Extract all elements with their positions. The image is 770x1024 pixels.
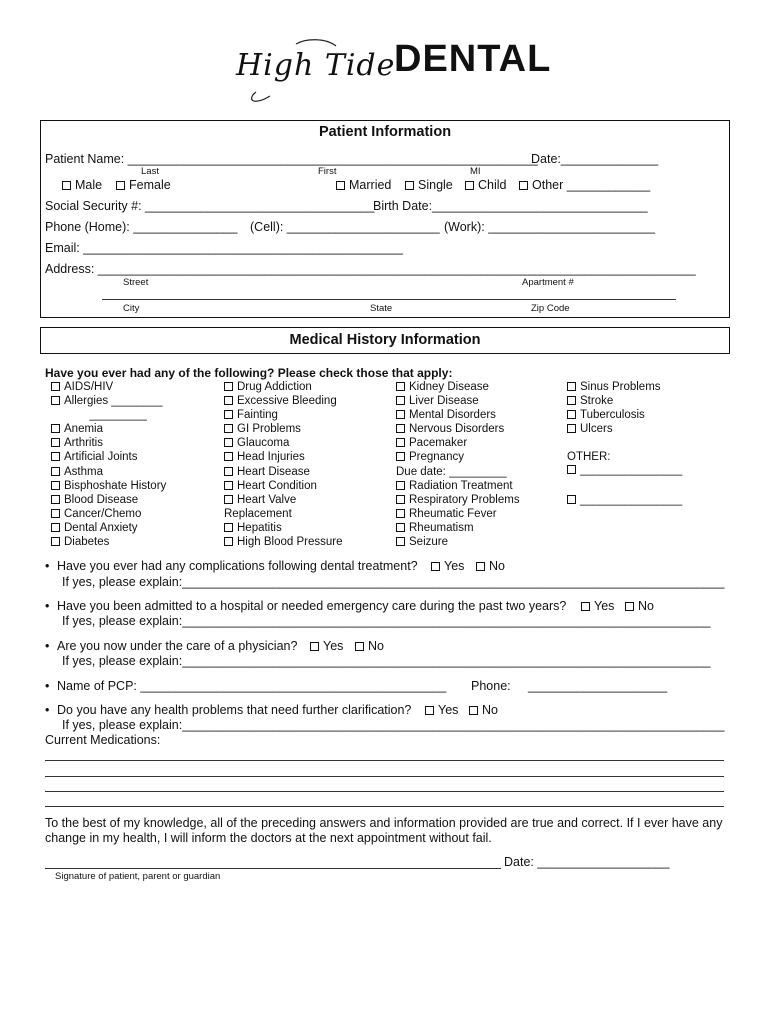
bullet-icon: • xyxy=(45,703,50,717)
checkbox-icon[interactable] xyxy=(405,181,414,190)
other-field-1[interactable]: ________________ xyxy=(567,464,682,476)
condition-label: Bisphoshate History xyxy=(64,479,167,492)
q3-yes[interactable]: Yes xyxy=(310,639,343,653)
condition-label: AIDS/HIV xyxy=(64,381,114,393)
condition-item[interactable] xyxy=(51,479,166,493)
condition-label: Diabetes xyxy=(64,536,110,549)
medications-line-1[interactable] xyxy=(45,760,724,761)
q1-no[interactable]: No xyxy=(476,559,505,573)
checkbox-icon[interactable] xyxy=(51,467,60,476)
condition-label: Stroke xyxy=(580,395,614,408)
pcp-name-field[interactable]: • Name of PCP: ____________________________________________ xyxy=(45,679,447,693)
q3-no[interactable]: No xyxy=(355,639,384,653)
condition-label: Artificial Joints xyxy=(64,451,138,464)
logo xyxy=(236,36,552,106)
other-field-2[interactable]: ________________ xyxy=(567,494,682,506)
checkbox-icon[interactable] xyxy=(519,181,528,190)
email-field[interactable]: Email: ______________________________________________ xyxy=(45,241,403,255)
condition-label: Kidney Disease xyxy=(409,381,489,393)
condition-label: Heart Valve xyxy=(237,493,297,506)
birth-date-field[interactable]: Birth Date:_______________________________ xyxy=(373,199,648,213)
condition-item[interactable] xyxy=(224,394,342,408)
q2-explain-field[interactable]: If yes, please explain:____________________________________________________________________________ xyxy=(62,614,711,628)
pcp-phone-label: Phone: xyxy=(471,679,511,693)
condition-item[interactable] xyxy=(51,493,166,507)
patient-info-title: Patient Information xyxy=(318,124,452,140)
status-other[interactable]: Other ____________ xyxy=(519,178,650,192)
checkbox-icon[interactable] xyxy=(51,481,60,490)
condition-label: Liver Disease xyxy=(409,395,479,408)
condition-item[interactable] xyxy=(396,493,520,507)
condition-label: Dental Anxiety xyxy=(64,521,138,534)
condition-label: Mental Disorders xyxy=(409,409,496,422)
condition-label: Asthma xyxy=(64,465,103,478)
condition-label: Heart Condition xyxy=(237,479,317,492)
condition-label: Hepatitis xyxy=(237,521,282,534)
condition-item[interactable] xyxy=(567,380,661,394)
checkbox-icon[interactable] xyxy=(396,424,405,433)
condition-label: Head Injuries xyxy=(237,451,305,464)
medical-history-title: Medical History Information xyxy=(289,332,481,348)
question-hospital: • Have you been admitted to a hospital or needed emergency care during the past two years? xyxy=(45,599,567,613)
other-label: OTHER: xyxy=(567,451,611,463)
checkbox-icon[interactable] xyxy=(396,523,405,532)
checkbox-icon[interactable] xyxy=(224,424,233,433)
checkbox-icon[interactable] xyxy=(224,438,233,447)
condition-item[interactable] xyxy=(51,380,166,394)
condition-label: Tuberculosis xyxy=(580,409,645,422)
condition-item[interactable] xyxy=(224,521,342,535)
condition-label: Pacemaker xyxy=(409,437,468,450)
signature-line[interactable] xyxy=(45,868,501,869)
checkbox-icon[interactable] xyxy=(51,509,60,518)
condition-item[interactable] xyxy=(396,535,520,549)
conditions-col-4 xyxy=(567,380,661,436)
sub-label-apartment: Apartment # xyxy=(522,277,574,288)
condition-item[interactable] xyxy=(224,408,342,422)
condition-item[interactable] xyxy=(396,479,520,493)
condition-item xyxy=(51,408,166,422)
question-health-problems: • Do you have any health problems that need further clarification? xyxy=(45,703,412,717)
condition-item[interactable] xyxy=(51,507,166,521)
sub-label-zip: Zip Code xyxy=(531,303,570,314)
phone-work-field[interactable]: (Work): ________________________ xyxy=(444,220,656,234)
checkbox-icon[interactable] xyxy=(567,424,576,433)
checkbox-icon[interactable] xyxy=(224,537,233,546)
date-field[interactable]: Date:______________ xyxy=(531,152,659,166)
checkbox-icon[interactable] xyxy=(224,523,233,532)
phone-cell-field[interactable]: (Cell): ______________________ xyxy=(250,220,440,234)
checkbox-icon[interactable] xyxy=(396,410,405,419)
condition-label: Drug Addiction xyxy=(237,381,312,393)
condition-label: Radiation Treatment xyxy=(409,479,513,492)
checkbox-icon[interactable] xyxy=(51,523,60,532)
condition-item[interactable] xyxy=(224,422,342,436)
status-married[interactable]: Married xyxy=(336,178,391,192)
checkbox-icon[interactable] xyxy=(224,481,233,490)
condition-label: Replacement xyxy=(224,507,292,520)
checkbox-icon[interactable] xyxy=(431,562,440,571)
address-line-2[interactable] xyxy=(102,299,676,300)
q3-explain-field[interactable]: If yes, please explain:____________________________________________________________________________ xyxy=(62,654,711,668)
condition-item[interactable] xyxy=(396,507,520,521)
gender-female[interactable]: Female xyxy=(116,178,171,192)
patient-info-section xyxy=(40,120,730,318)
conditions-col-3 xyxy=(396,380,520,549)
checkbox-icon[interactable] xyxy=(567,410,576,419)
pcp-phone-field[interactable]: ____________________ xyxy=(528,679,668,693)
sub-label-state: State xyxy=(370,303,393,314)
condition-label: Due date: _________ xyxy=(396,465,507,478)
checkbox-icon[interactable] xyxy=(62,181,71,190)
checkbox-icon[interactable] xyxy=(224,382,233,391)
condition-label: Ulcers xyxy=(580,423,613,436)
condition-item[interactable] xyxy=(224,493,342,507)
sub-label-city: City xyxy=(123,303,140,314)
bullet-icon: • xyxy=(45,639,50,653)
condition-item[interactable] xyxy=(396,436,520,450)
condition-label: Pregnancy xyxy=(409,451,464,464)
checkbox-icon[interactable] xyxy=(396,382,405,391)
checkbox-icon[interactable] xyxy=(51,495,60,504)
condition-label: Excessive Bleeding xyxy=(237,395,337,408)
checkbox-icon[interactable] xyxy=(476,562,485,571)
checkbox-icon[interactable] xyxy=(51,382,60,391)
conditions-col-1 xyxy=(51,380,166,549)
question-physician: • Are you now under the care of a physician? xyxy=(45,639,298,653)
condition-label: Cancer/Chemo xyxy=(64,507,142,520)
attestation-statement: To the best of my knowledge, all of the preceding answers and information provided are true and correct. If I ever have any change in my health, I will inform the doctors at the next appointment without fail. xyxy=(45,816,723,845)
checkbox-icon[interactable] xyxy=(396,452,405,461)
condition-item[interactable] xyxy=(567,422,661,436)
gender-male[interactable]: Male xyxy=(62,178,102,192)
checkbox-icon[interactable] xyxy=(567,465,576,474)
logo-dental: DENTAL xyxy=(394,38,552,80)
condition-label: Blood Disease xyxy=(64,493,139,506)
checkbox-icon[interactable] xyxy=(425,706,434,715)
condition-item[interactable] xyxy=(224,535,342,549)
condition-item[interactable] xyxy=(51,450,166,464)
checkbox-icon[interactable] xyxy=(567,396,576,405)
checkbox-icon[interactable] xyxy=(51,452,60,461)
q4-explain-field[interactable]: If yes, please explain:______________________________________________________________________________ xyxy=(62,718,725,732)
checkbox-icon[interactable] xyxy=(396,495,405,504)
checkbox-icon[interactable] xyxy=(224,467,233,476)
condition-item[interactable] xyxy=(224,465,342,479)
checkbox-icon[interactable] xyxy=(51,537,60,546)
condition-label: _________ xyxy=(51,409,147,422)
checkbox-icon[interactable] xyxy=(625,602,634,611)
condition-label: Allergies ________ xyxy=(64,395,163,408)
checkbox-icon[interactable] xyxy=(51,396,60,405)
phone-home-field[interactable]: Phone (Home): _______________ xyxy=(45,220,238,234)
condition-label: Respiratory Problems xyxy=(409,493,520,506)
q2-no[interactable]: No xyxy=(625,599,654,613)
sub-label-mi: MI xyxy=(470,166,481,177)
medical-question: Have you ever had any of the following? Please check those that apply: xyxy=(45,366,453,380)
medications-line-3[interactable] xyxy=(45,791,724,792)
condition-item[interactable] xyxy=(224,380,342,394)
condition-item[interactable] xyxy=(396,380,520,394)
condition-item[interactable] xyxy=(396,408,520,422)
condition-item[interactable] xyxy=(51,465,166,479)
condition-item[interactable] xyxy=(396,394,520,408)
checkbox-icon[interactable] xyxy=(469,706,478,715)
checkbox-icon[interactable] xyxy=(396,481,405,490)
condition-label: Glaucoma xyxy=(237,437,290,450)
checkbox-icon[interactable] xyxy=(224,410,233,419)
status-single[interactable]: Single xyxy=(405,178,453,192)
checkbox-icon[interactable] xyxy=(465,181,474,190)
signature-date-field[interactable]: Date: ___________________ xyxy=(504,855,670,869)
condition-item[interactable] xyxy=(396,521,520,535)
condition-label: Rheumatism xyxy=(409,521,474,534)
condition-item[interactable] xyxy=(51,436,166,450)
condition-label: GI Problems xyxy=(237,423,301,436)
checkbox-icon[interactable] xyxy=(396,396,405,405)
condition-item[interactable] xyxy=(224,450,342,464)
condition-item[interactable] xyxy=(224,479,342,493)
q1-yes[interactable]: Yes xyxy=(431,559,464,573)
sub-label-street: Street xyxy=(123,277,149,288)
condition-item xyxy=(224,507,342,521)
condition-item[interactable] xyxy=(396,450,520,464)
q4-yes[interactable]: Yes xyxy=(425,703,458,717)
medications-line-2[interactable] xyxy=(45,776,724,777)
q1-explain-field[interactable]: If yes, please explain:______________________________________________________________________________ xyxy=(62,575,725,589)
checkbox-icon[interactable] xyxy=(51,438,60,447)
conditions-col-2 xyxy=(224,380,342,549)
condition-item[interactable] xyxy=(224,436,342,450)
condition-item[interactable] xyxy=(51,535,166,549)
condition-item[interactable] xyxy=(51,394,166,408)
condition-label: Nervous Disorders xyxy=(409,423,505,436)
condition-item[interactable] xyxy=(567,408,661,422)
current-medications-label: Current Medications: xyxy=(45,733,161,747)
sub-label-first: First xyxy=(318,166,337,177)
checkbox-icon[interactable] xyxy=(396,509,405,518)
q4-no[interactable]: No xyxy=(469,703,498,717)
condition-label: Seizure xyxy=(409,536,448,549)
checkbox-icon[interactable] xyxy=(396,438,405,447)
checkbox-icon[interactable] xyxy=(336,181,345,190)
signature-caption: Signature of patient, parent or guardian xyxy=(55,871,221,882)
q2-yes[interactable]: Yes xyxy=(581,599,614,613)
logo-swash xyxy=(236,36,396,106)
checkbox-icon[interactable] xyxy=(355,642,364,651)
bullet-icon: • xyxy=(45,559,50,573)
checkbox-icon[interactable] xyxy=(567,382,576,391)
checkbox-icon[interactable] xyxy=(224,452,233,461)
bullet-icon: • xyxy=(45,679,50,693)
status-child[interactable]: Child xyxy=(465,178,507,192)
condition-item xyxy=(396,465,520,479)
condition-label: High Blood Pressure xyxy=(237,536,343,549)
ssn-field[interactable]: Social Security #: _________________________________ xyxy=(45,199,375,213)
sub-label-last: Last xyxy=(141,166,159,177)
checkbox-icon[interactable] xyxy=(310,642,319,651)
checkbox-icon[interactable] xyxy=(224,396,233,405)
logo-script: High Tide xyxy=(236,48,396,83)
checkbox-icon[interactable] xyxy=(581,602,590,611)
condition-label: Arthritis xyxy=(64,437,103,450)
question-complications: • Have you ever had any complications following dental treatment? xyxy=(45,559,418,573)
checkbox-icon[interactable] xyxy=(51,424,60,433)
medications-line-4[interactable] xyxy=(45,806,724,807)
checkbox-icon[interactable] xyxy=(224,495,233,504)
address-field[interactable]: Address: ______________________________________________________________________________________ xyxy=(45,262,696,276)
condition-item[interactable] xyxy=(51,422,166,436)
checkbox-icon[interactable] xyxy=(396,537,405,546)
condition-item[interactable] xyxy=(51,521,166,535)
condition-item[interactable] xyxy=(396,422,520,436)
condition-label: Rheumatic Fever xyxy=(409,507,497,520)
condition-item[interactable] xyxy=(567,394,661,408)
condition-label: Fainting xyxy=(237,409,278,422)
condition-label: Heart Disease xyxy=(237,465,310,478)
condition-label: Sinus Problems xyxy=(580,381,661,393)
condition-label: Anemia xyxy=(64,423,103,436)
checkbox-icon[interactable] xyxy=(567,495,576,504)
checkbox-icon[interactable] xyxy=(116,181,125,190)
bullet-icon: • xyxy=(45,599,50,613)
patient-name-field[interactable]: Patient Name: ___________________________________________________________ xyxy=(45,152,538,166)
